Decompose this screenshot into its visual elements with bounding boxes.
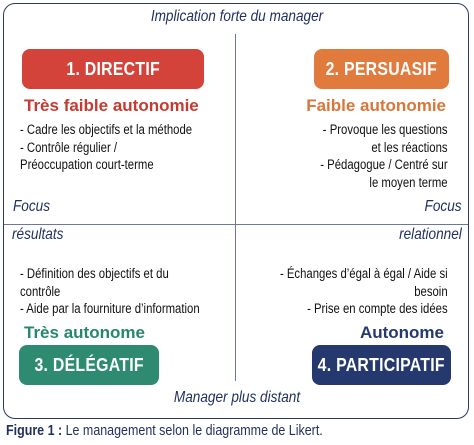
quadrant-participatif-label: 4. PARTICIPATIF — [317, 354, 446, 375]
bullet: - Cadre les objectifs et la méthode — [20, 122, 193, 137]
quadrant-persuasif-bullets — [296, 121, 448, 191]
bullet: besoin — [414, 283, 448, 299]
axis-left-label-line1: Focus — [13, 198, 51, 215]
bullet: - Définition des objectifs et du — [20, 266, 169, 281]
axis-left-label-line2: résultats — [12, 226, 64, 243]
bullet: - Aide par la fourniture d’information — [20, 301, 200, 316]
quadrant-directif-autonomy: Très faible autonomie — [24, 96, 199, 115]
quadrant-participatif-pill — [312, 345, 451, 385]
quadrant-directif-bullets — [20, 121, 225, 174]
axis-right-label-line1: Focus — [424, 198, 462, 215]
axis-right-label-line2: relationnel — [399, 226, 462, 243]
quadrant-delegatif-label: 3. DÉLÉGATIF — [34, 354, 144, 375]
vertical-axis — [235, 34, 236, 381]
figure-caption — [6, 423, 323, 439]
horizontal-axis — [4, 224, 468, 225]
bullet: - Prise en compte des idées — [307, 301, 448, 316]
axis-bottom-label: Manager plus distant — [173, 389, 301, 406]
bullet: contrôle — [20, 283, 61, 299]
quadrant-participatif-autonomy: Autonome — [359, 323, 444, 342]
axis-top-label: Implication forte du manager — [150, 8, 324, 25]
bullet: et les réactions — [371, 139, 448, 155]
quadrant-persuasif-label: 2. PERSUASIF — [325, 58, 438, 79]
quadrant-persuasif-autonomy: Faible autonomie — [306, 96, 446, 115]
quadrant-participatif-bullets — [248, 265, 448, 318]
quadrant-delegatif-autonomy: Très autonome — [24, 323, 145, 342]
bullet: le moyen terme — [369, 174, 448, 190]
bullet: - Échanges d’égal à égal / Aide si — [280, 266, 448, 281]
quadrant-delegatif-bullets — [20, 265, 234, 318]
caption-prefix: Figure 1 : — [6, 423, 63, 439]
bullet: Préoccupation court-terme — [20, 157, 154, 172]
quadrant-persuasif-pill — [314, 49, 449, 89]
quadrant-directif-label: 1. DIRECTIF — [66, 58, 160, 79]
caption-text: Le management selon le diagramme de Likert. — [62, 423, 323, 439]
bullet: - Provoque les questions — [323, 122, 448, 137]
bullet: - Contrôle régulier / — [20, 139, 118, 155]
bullet: - Pédagogue / Centré sur — [320, 157, 448, 172]
quadrant-directif-pill — [22, 49, 204, 89]
quadrant-delegatif-pill — [19, 345, 159, 385]
